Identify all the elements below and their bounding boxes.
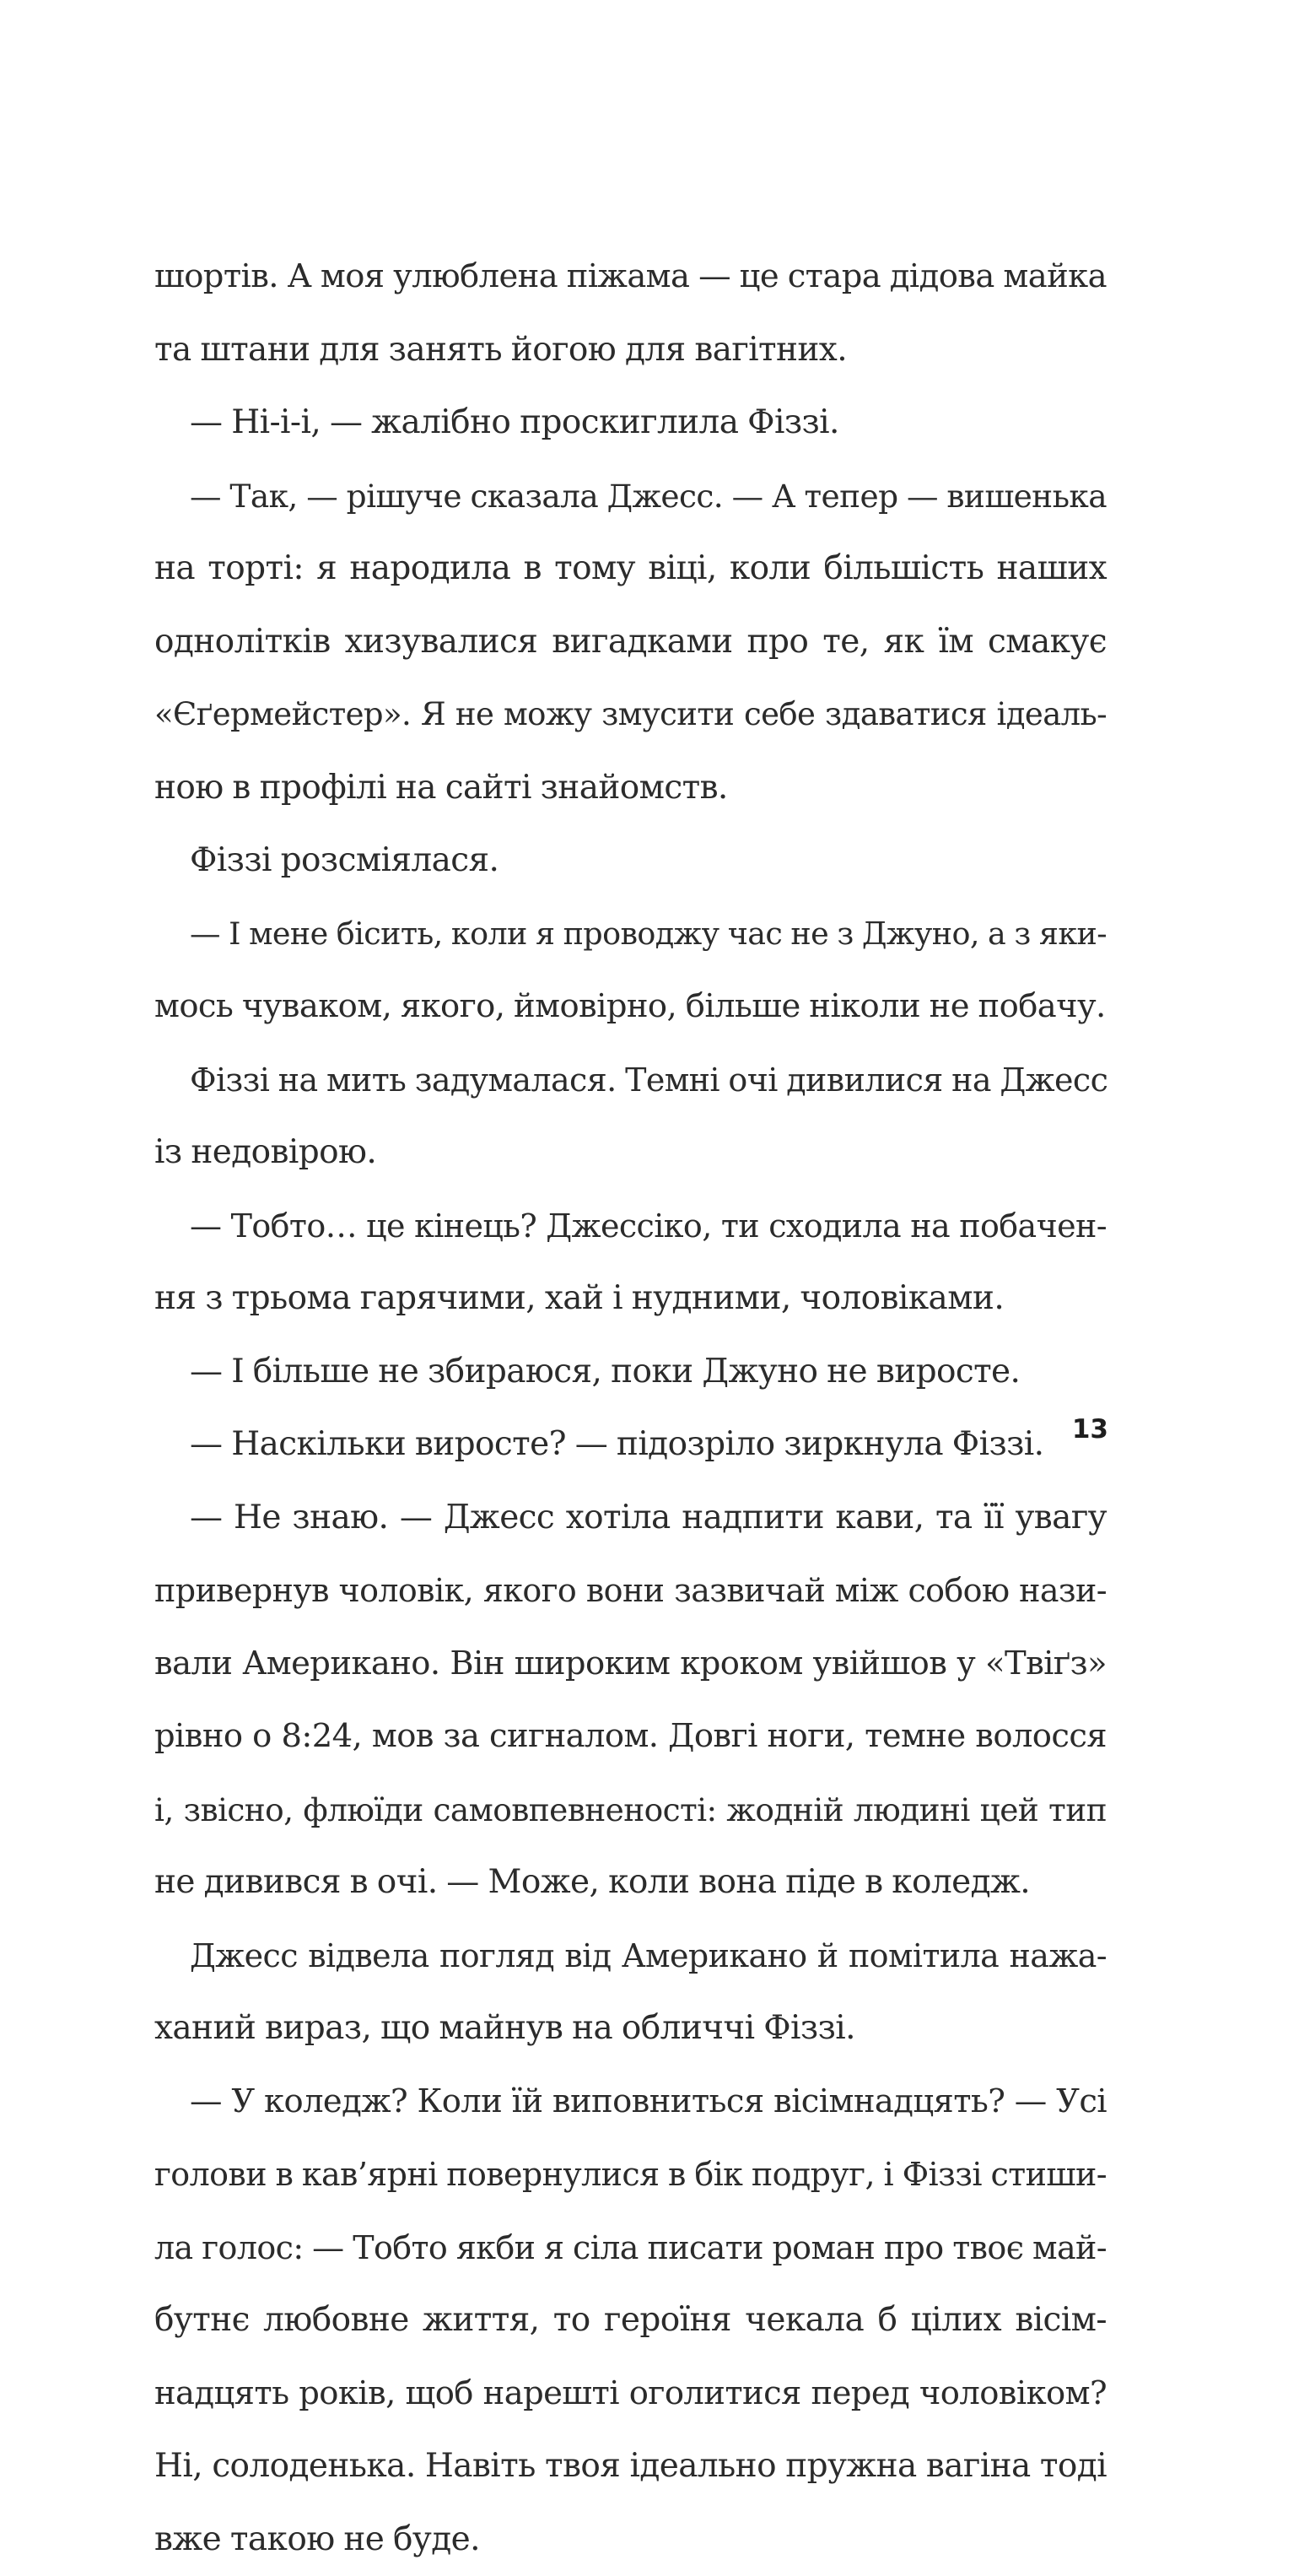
text-line: голови в кав’ярні повернулися в бік подруг, і Фіззі стиши- <box>154 2138 1107 2211</box>
text-line: Фіззі розсміялася. <box>154 824 1107 898</box>
text-line: не дивився в очі. — Може, коли вона піде в коледж. <box>154 1846 1107 1920</box>
text-line: ла голос: — Тобто якби я сіла писати роман про твоє май- <box>154 2211 1107 2285</box>
text-line: — І більше не збираюся, поки Джуно не виросте. <box>154 1336 1107 1409</box>
book-page-body <box>154 240 1107 2576</box>
page-number: 13 <box>1070 1414 1108 1445</box>
text-line: однолітків хизувалися вигадками про те, як їм смакує <box>154 606 1107 679</box>
text-line: надцять років, щоб нарешті оголитися перед чоловіком? <box>154 2357 1107 2431</box>
text-line: рівно о 8:24, мов за сигналом. Довгі ноги, темне волосся <box>154 1700 1107 1774</box>
text-line: ня з трьома гарячими, хай і нудними, чоловіками. <box>154 1262 1107 1336</box>
text-line: та штани для занять йогою для вагітних. <box>154 314 1107 387</box>
text-line: ханий вираз, що майнув на обличчі Фіззі. <box>154 1992 1107 2066</box>
text-line: Джесс відвела погляд від Американо й помітила нажа- <box>154 1920 1107 1993</box>
text-line: — Так, — рішуче сказала Джесс. — А тепер — вишенька <box>154 460 1107 533</box>
text-line: — Не знаю. — Джесс хотіла надпити кави, та її увагу <box>154 1482 1107 1555</box>
text-line: — Ні-і-і, — жалібно проскиглила Фіззі. <box>154 386 1107 460</box>
text-line: привернув чоловік, якого вони зазвичай між собою нази- <box>154 1554 1107 1628</box>
text-line: із недовірою. <box>154 1116 1107 1190</box>
text-line: мось чуваком, якого, ймовірно, більше ніколи не побачу. <box>154 970 1107 1044</box>
text-line: ною в профілі на сайті знайомств. <box>154 752 1107 825</box>
text-line: — Тобто… це кінець? Джессіко, ти сходила на побачен- <box>154 1190 1107 1263</box>
text-line: — У коледж? Коли їй виповниться вісімнадцять? — Усі <box>154 2066 1107 2139</box>
text-line: шортів. А моя улюблена піжама — це стара дідова майка <box>154 240 1107 314</box>
text-line: — І мене бісить, коли я проводжу час не з Джуно, а з яки- <box>154 898 1107 971</box>
text-line: Ні, солоденька. Навіть твоя ідеально пружна вагіна тоді <box>154 2430 1107 2503</box>
text-line: Фіззі на мить задумалася. Темні очі дивилися на Джесс <box>154 1044 1107 1117</box>
text-line: вали Американо. Він широким кроком увійшов у «Твіґз» <box>154 1628 1107 1701</box>
text-line: вже такою не буде. <box>154 2503 1107 2576</box>
text-line: на торті: я народила в тому віці, коли більшість наших <box>154 532 1107 606</box>
text-line: і, звісно, флюїди самовпевненості: жодній людині цей тип <box>154 1774 1107 1847</box>
text-line: «Єґермейстер». Я не можу змусити себе здаватися ідеаль- <box>154 678 1107 752</box>
text-line: бутнє любовне життя, то героїня чекала б цілих вісім- <box>154 2284 1107 2357</box>
text-line: — Наскільки виросте? — підозріло зиркнула Фіззі. <box>154 1408 1107 1482</box>
